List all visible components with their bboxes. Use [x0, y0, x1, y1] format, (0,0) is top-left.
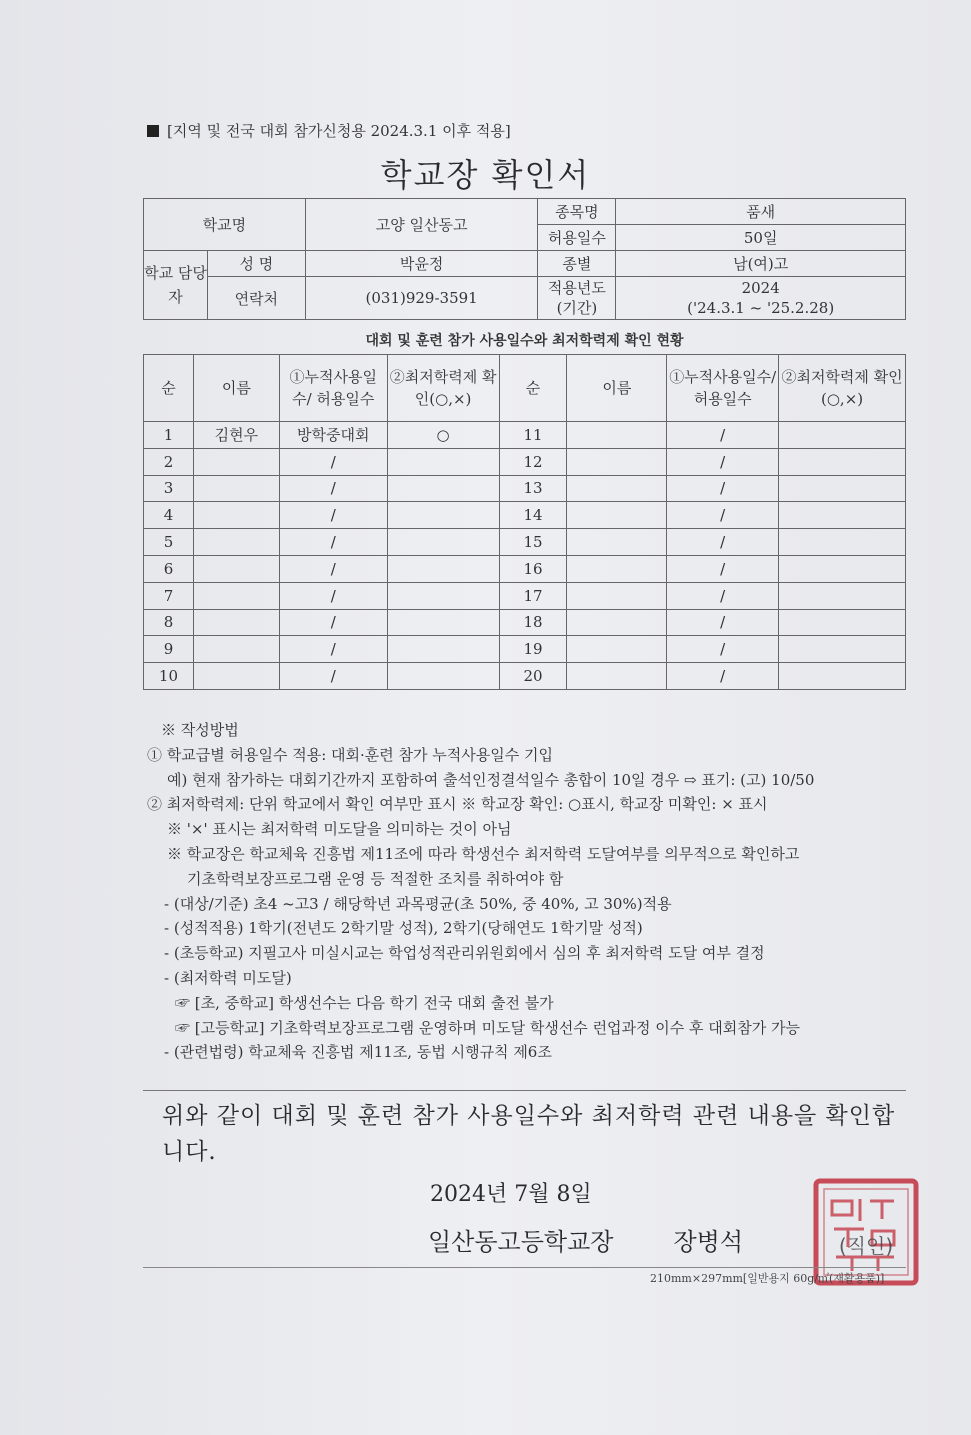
- table-row: [144, 555, 906, 582]
- cell-name: [567, 582, 667, 609]
- cell-no: 13: [499, 475, 567, 502]
- table-body: [144, 422, 906, 690]
- cell-no: 1: [144, 422, 194, 449]
- square-bullet-icon: [147, 125, 159, 137]
- col-header-days: ①누적사용일수/ 허용일수: [279, 355, 387, 422]
- cell-name: [567, 529, 667, 556]
- cell-days: /: [279, 555, 387, 582]
- table-row: [144, 609, 906, 636]
- cell-days: /: [279, 582, 387, 609]
- table-row: [144, 475, 906, 502]
- cell-days: /: [279, 636, 387, 663]
- col-header-min: ②최저학력제 확인(○,×): [387, 355, 499, 422]
- cell-min: [779, 448, 906, 475]
- cell-min: [779, 582, 906, 609]
- cell-no: 12: [499, 448, 567, 475]
- year-cell: [616, 277, 906, 320]
- allowed-days-label: 허용일수: [538, 225, 616, 251]
- contact-value: (031)929-3591: [305, 277, 538, 320]
- info-table: [143, 198, 906, 320]
- cell-no: 19: [499, 636, 567, 663]
- cell-name: [567, 422, 667, 449]
- cell-days: /: [667, 582, 779, 609]
- col-header-name: 이름: [193, 355, 279, 422]
- gender-value: 남(여)고: [616, 251, 906, 277]
- cell-name: [567, 636, 667, 663]
- table-row: [144, 529, 906, 556]
- seal-text: (직인): [838, 1234, 894, 1258]
- cell-no: 5: [144, 529, 194, 556]
- note-line: ☞ [초, 중학교] 학생선수는 다음 학기 전국 대회 출전 불가: [175, 993, 554, 1012]
- cell-no: 2: [144, 448, 194, 475]
- cell-name: [567, 663, 667, 690]
- note-line: ※ '×' 표시는 최저학력 미도달을 의미하는 것이 아님: [167, 820, 512, 839]
- cell-days: /: [667, 529, 779, 556]
- table-row: [144, 582, 906, 609]
- table-header-row: [144, 355, 906, 422]
- note-line: - (초등학교) 지필고사 미실시교는 학업성적관리위원회에서 심의 후 최저학력 도달 여부 결정: [164, 944, 765, 963]
- cell-no: 11: [499, 422, 567, 449]
- cell-min: [779, 422, 906, 449]
- cell-name: [567, 448, 667, 475]
- cell-min: [779, 529, 906, 556]
- cell-days: /: [279, 448, 387, 475]
- notes-section: [147, 718, 937, 1065]
- note-line: - (최저학력 미도달): [164, 968, 292, 987]
- cell-min: [387, 663, 499, 690]
- col-header-name: 이름: [567, 355, 667, 422]
- table-subtitle: 대회 및 훈련 참가 사용일수와 최저학력제 확인 현황: [365, 333, 684, 349]
- cell-name: [567, 502, 667, 529]
- cell-no: 17: [499, 582, 567, 609]
- cell-min: [779, 555, 906, 582]
- cell-days: /: [667, 422, 779, 449]
- notes-heading: ※ 작성방법: [161, 721, 239, 739]
- cell-min: [387, 502, 499, 529]
- col-header-no: 순: [499, 355, 567, 422]
- cell-min: [387, 582, 499, 609]
- cell-no: 20: [499, 663, 567, 690]
- year-label: 적용년도 (기간): [538, 277, 616, 320]
- cell-name: [193, 609, 279, 636]
- cell-days: 방학중대회: [279, 422, 387, 449]
- school-label: 학교명: [144, 199, 306, 251]
- cell-min: ○: [387, 422, 499, 449]
- note-line: ① 학교급별 허용일수 적용: 대회·훈련 참가 누적사용일수 기입: [147, 745, 553, 764]
- confirmation-text: 위와 같이 대회 및 훈련 참가 사용일수와 최저학력 관련 내용을 확인합니다.: [162, 1103, 896, 1165]
- period-value: ('24.3.1 ~ '25.2.28): [687, 299, 835, 317]
- school-value: 고양 일산동고: [305, 199, 538, 251]
- divider: [143, 1090, 906, 1091]
- cell-min: [779, 609, 906, 636]
- cell-days: /: [667, 636, 779, 663]
- sport-value: 품새: [616, 199, 906, 225]
- cell-name: [567, 609, 667, 636]
- cell-no: 4: [144, 502, 194, 529]
- sport-label: 종목명: [538, 199, 616, 225]
- header-note: [147, 120, 511, 141]
- year-value: 2024: [741, 279, 780, 297]
- cell-name: [193, 663, 279, 690]
- cell-name: [193, 636, 279, 663]
- table-row: [144, 663, 906, 690]
- cell-min: [387, 609, 499, 636]
- table-row: [144, 502, 906, 529]
- cell-no: 7: [144, 582, 194, 609]
- cell-name: [193, 502, 279, 529]
- signer-title: 일산동고등학교장: [428, 1228, 614, 1256]
- cell-no: 8: [144, 609, 194, 636]
- cell-name: [193, 555, 279, 582]
- col-header-days: ①누적사용일수/ 허용일수: [667, 355, 779, 422]
- cell-no: 18: [499, 609, 567, 636]
- cell-min: [387, 475, 499, 502]
- cell-no: 3: [144, 475, 194, 502]
- col-header-no: 순: [144, 355, 194, 422]
- cell-min: [387, 636, 499, 663]
- cell-no: 10: [144, 663, 194, 690]
- cell-days: /: [667, 502, 779, 529]
- signature-date: 2024년 7월 8일: [430, 1182, 592, 1207]
- cell-name: [193, 448, 279, 475]
- cell-name: [193, 529, 279, 556]
- cell-name: [193, 582, 279, 609]
- table-row: [144, 448, 906, 475]
- note-line: 예) 현재 참가하는 대회기간까지 포함하여 출석인정결석일수 총합이 10일 경우 ⇨ 표기: (고) 10/50: [167, 770, 815, 789]
- cell-days: /: [279, 475, 387, 502]
- contact-label: 연락처: [207, 277, 305, 320]
- cell-min: [387, 529, 499, 556]
- cell-name: [567, 555, 667, 582]
- table-row: [144, 422, 906, 449]
- cell-min: [779, 636, 906, 663]
- note-line: ※ 학교장은 학교체육 진흥법 제11조에 따라 학생선수 최저학력 도달여부를 의무적으로 확인하고: [167, 844, 800, 863]
- cell-name: [567, 475, 667, 502]
- cell-days: /: [667, 555, 779, 582]
- divider: [143, 1267, 906, 1268]
- cell-days: /: [667, 609, 779, 636]
- signer-name: 장병석: [673, 1228, 744, 1256]
- cell-min: [387, 448, 499, 475]
- cell-days: /: [279, 609, 387, 636]
- cell-days: /: [279, 529, 387, 556]
- table-row: [144, 636, 906, 663]
- cell-name: 김현우: [193, 422, 279, 449]
- cell-days: /: [667, 663, 779, 690]
- signature-line: [428, 1222, 743, 1257]
- cell-days: /: [279, 663, 387, 690]
- manager-label: 학교 담당자: [144, 251, 208, 320]
- cell-no: 15: [499, 529, 567, 556]
- paper-size-note: 210mm×297mm[일반용지 60g/㎡(재활용품)]: [650, 1272, 885, 1285]
- document-title: 학교장 확인서: [380, 156, 591, 194]
- cell-days: /: [667, 475, 779, 502]
- allowed-days-value: 50일: [616, 225, 906, 251]
- note-line: ② 최저학력제: 단위 학교에서 확인 여부만 표시 ※ 학교장 확인: ○표시, 학교장 미확인: × 표시: [147, 795, 768, 814]
- cell-min: [779, 663, 906, 690]
- cell-min: [779, 502, 906, 529]
- cell-name: [193, 475, 279, 502]
- cell-no: 6: [144, 555, 194, 582]
- cell-no: 16: [499, 555, 567, 582]
- note-line: 기초학력보장프로그램 운영 등 적절한 조치를 취하여야 함: [187, 869, 564, 888]
- note-line: - (성적적용) 1학기(전년도 2학기말 성적), 2학기(당해연도 1학기말 성적): [164, 919, 643, 938]
- cell-min: [779, 475, 906, 502]
- header-note-text: [지역 및 전국 대회 참가신청용 2024.3.1 이후 적용]: [167, 122, 511, 140]
- cell-days: /: [667, 448, 779, 475]
- name-value: 박윤정: [305, 251, 538, 277]
- cell-min: [387, 555, 499, 582]
- note-line: ☞ [고등학교] 기초학력보장프로그램 운영하며 미도달 학생선수 런업과정 이수 후 대회참가 가능: [175, 1018, 801, 1037]
- cell-no: 9: [144, 636, 194, 663]
- cell-no: 14: [499, 502, 567, 529]
- col-header-min: ②최저학력제 확인(○,×): [779, 355, 906, 422]
- gender-label: 종별: [538, 251, 616, 277]
- name-label: 성 명: [207, 251, 305, 277]
- note-line: - (대상/기준) 초4 ~고3 / 해당학년 과목평균(초 50%, 중 40%, 고 30%)적용: [164, 894, 672, 913]
- participation-table: [143, 354, 906, 690]
- note-line: - (관련법령) 학교체육 진흥법 제11조, 동법 시행규칙 제6조: [164, 1043, 552, 1062]
- cell-days: /: [279, 502, 387, 529]
